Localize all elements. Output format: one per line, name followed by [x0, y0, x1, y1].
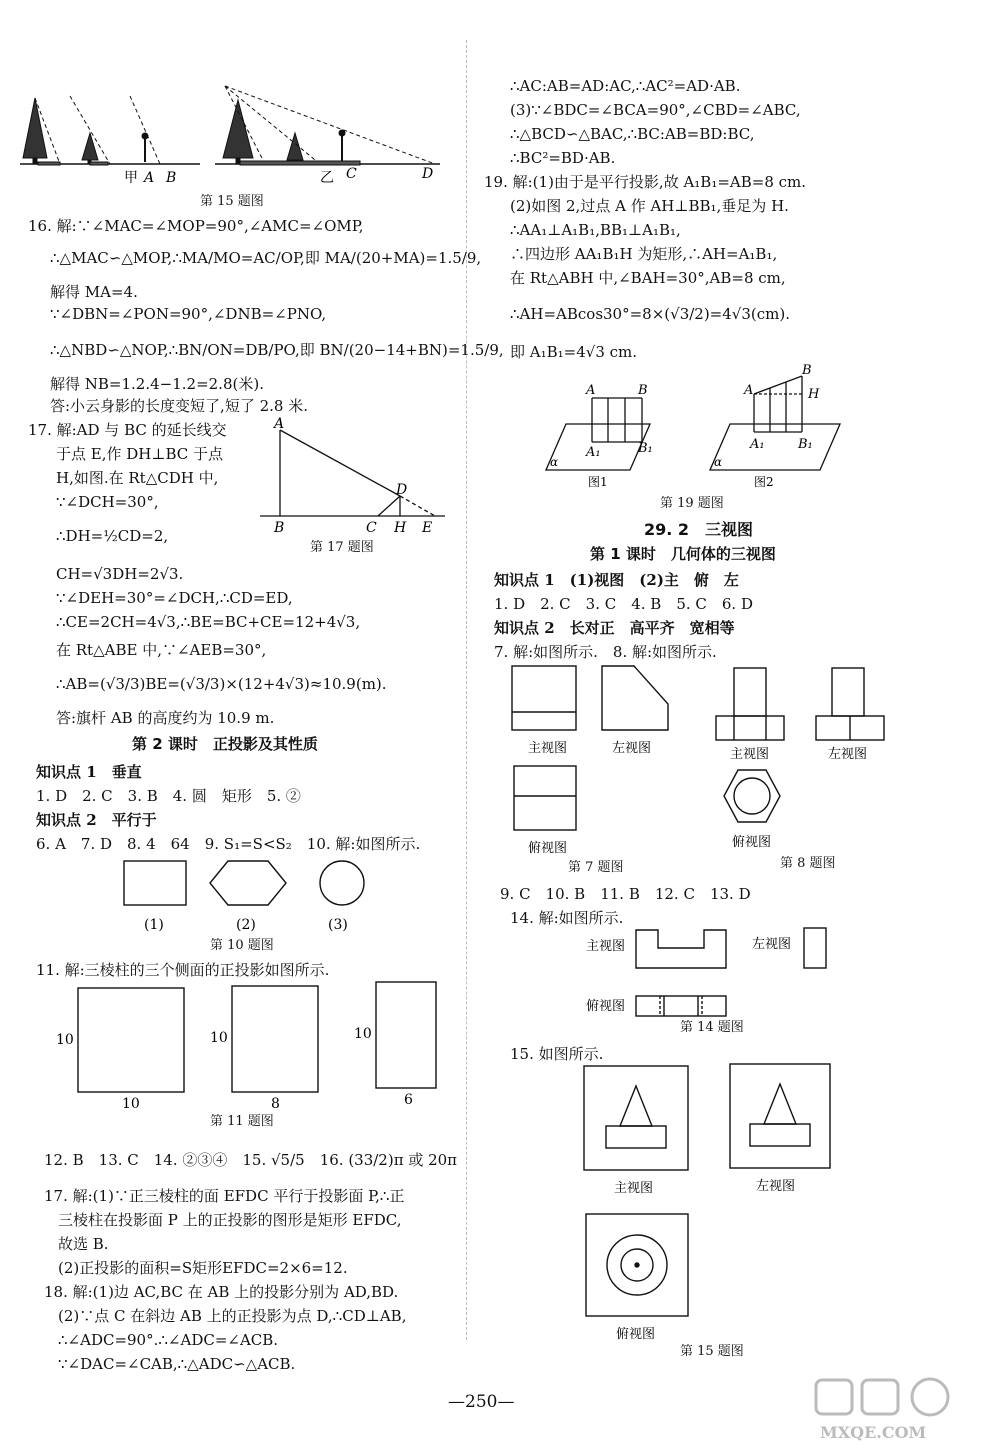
fig7-fig8-views	[510, 666, 910, 856]
fig15-label-yi: 乙	[320, 170, 334, 186]
q16-line-7: 答:小云身影的长度变短了,短了 2.8 米.	[50, 397, 308, 415]
q16-line-2: ∴△MAC∽△MOP,∴MA/MO=AC/OP,即 MA/(20+MA)=1.5/9,	[50, 249, 482, 267]
q17b-line-3: 故选 B.	[58, 1235, 109, 1253]
q17-line-9: 在 Rt△ABE 中,∵∠AEB=30°,	[56, 641, 267, 659]
fig8-left-label: 左视图	[828, 747, 868, 762]
fig17-label-E: E	[422, 520, 433, 536]
column-divider	[466, 40, 468, 1340]
fig19-1-B1: B₁	[638, 441, 653, 456]
fig17-label-D: D	[396, 482, 408, 498]
fig19-2-H: H	[808, 387, 820, 402]
fig10-label-1: (1)	[144, 917, 164, 933]
fig8-top-label: 俯视图	[732, 835, 772, 850]
fig7-left-label: 左视图	[612, 741, 652, 756]
q11: 11. 解:三棱柱的三个侧面的正投影如图所示.	[36, 961, 330, 979]
fig7-caption: 第 7 题图	[568, 860, 624, 875]
fig19-2-B1: B₁	[798, 437, 813, 452]
fig19-1-A: A	[586, 383, 596, 398]
fig19-1-alpha: α	[550, 455, 559, 469]
fig11-h2: 10	[210, 1030, 228, 1046]
fig15-label-jia: 甲	[124, 170, 138, 186]
fig11-rectangles	[50, 982, 470, 1112]
q17-line-11: 答:旗杆 AB 的高度约为 10.9 m.	[56, 709, 275, 727]
fig14-views	[580, 926, 840, 1016]
fig15-shadow-diagram	[20, 78, 460, 188]
q17-line-3: H,如图.在 Rt△CDH 中,	[56, 469, 219, 487]
fig19-projection-diagrams	[540, 363, 870, 494]
q19-line-3: ∴AA₁⊥A₁B₁,BB₁⊥A₁B₁,	[510, 221, 681, 239]
fig17-label-A: A	[274, 416, 285, 432]
right-ans1: 1. D 2. C 3. C 4. B 5. C 6. D	[494, 595, 753, 613]
fig17-label-B: B	[274, 520, 285, 536]
q16-line-1: 16. 解:∵∠MAC=∠MOP=90°,∠AMC=∠OMP,	[28, 217, 364, 235]
right-kp1: 知识点 1 (1)视图 (2)主 俯 左	[494, 571, 739, 589]
fig14-front-label: 主视图	[586, 939, 626, 954]
q19-line-4: ∴四边形 AA₁B₁H 为矩形,∴AH=A₁B₁,	[510, 245, 778, 263]
svg-text:MXQE.COM: MXQE.COM	[820, 1423, 927, 1442]
fig11-caption: 第 11 题图	[210, 1114, 274, 1129]
q18-line-2: (2)∵点 C 在斜边 AB 上的正投影为点 D,∴CD⊥AB,	[58, 1307, 407, 1325]
page-number: —250—	[448, 1392, 515, 1412]
q17-line-6: CH=√3DH=2√3.	[56, 565, 184, 583]
fig10-label-3: (3)	[328, 917, 348, 933]
q7-q8: 7. 解:如图所示. 8. 解:如图所示.	[494, 643, 717, 661]
fig15-label-D: D	[422, 166, 434, 182]
fig7-top-label: 俯视图	[528, 841, 568, 856]
q19-line-1: 19. 解:(1)由于是平行投影,故 A₁B₁=AB=8 cm.	[484, 173, 807, 191]
fig15v-caption: 第 15 题图	[680, 1344, 744, 1359]
q19-line-7: 即 A₁B₁=4√3 cm.	[510, 343, 638, 361]
right-kp2: 知识点 2 长对正 高平齐 宽相等	[494, 619, 735, 637]
q17-line-10: ∴AB=(√3/3)BE=(√3/3)×(12+4√3)≈10.9(m).	[56, 675, 387, 693]
watermark-logo	[810, 1376, 990, 1446]
q17b-line-2: 三棱柱在投影面 P 上的正投影的图形是矩形 EFDC,	[58, 1211, 402, 1229]
fig14-caption: 第 14 题图	[680, 1020, 744, 1035]
fig14-top-label: 俯视图	[586, 999, 626, 1014]
fig19-caption: 第 19 题图	[660, 496, 724, 511]
fig10-caption: 第 10 题图	[210, 938, 274, 953]
fig15-views	[584, 1064, 844, 1344]
fig17-label-C: C	[366, 520, 377, 536]
lesson2-title: 第 2 课时 正投影及其性质	[132, 735, 318, 753]
left-ans2: 6. A 7. D 8. 4 64 9. S₁=S<S₂ 10. 解:如图所示.	[36, 835, 421, 853]
q17-line-8: ∴CE=2CH=4√3,∴BE=BC+CE=12+4√3,	[56, 613, 361, 631]
fig15v-front-label: 主视图	[614, 1181, 654, 1196]
q18c-line-1: ∴AC:AB=AD:AC,∴AC²=AD·AB.	[510, 77, 741, 95]
left-kp2: 知识点 2 平行于	[36, 811, 157, 829]
fig7-front-label: 主视图	[528, 741, 568, 756]
q16-line-3: 解得 MA=4.	[50, 283, 138, 301]
q17-line-7: ∵∠DEH=30°=∠DCH,∴CD=ED,	[56, 589, 293, 607]
fig10-shapes	[120, 855, 380, 945]
q17b-line-4: (2)正投影的面积=S矩形EFDC=2×6=12.	[58, 1259, 348, 1277]
fig19-title-1: 图1	[588, 475, 608, 489]
fig19-2-B: B	[802, 363, 812, 378]
section-title: 29. 2 三视图	[644, 520, 754, 539]
q17-line-2: 于点 E,作 DH⊥BC 于点	[56, 445, 224, 463]
q18-line-1: 18. 解:(1)边 AC,BC 在 AB 上的投影分别为 AD,BD.	[44, 1283, 399, 1301]
q16-line-6: 解得 NB=1.2.4−1.2=2.8(米).	[50, 375, 264, 393]
fig17-label-H: H	[394, 520, 407, 536]
fig15v-top-label: 俯视图	[616, 1327, 656, 1342]
q18c-line-2: (3)∵∠BDC=∠BCA=90°,∠CBD=∠ABC,	[510, 101, 801, 119]
lesson1-title: 第 1 课时 几何体的三视图	[590, 545, 776, 563]
left-ans3: 12. B 13. C 14. ②③④ 15. √5/5 16. (33/2)π 或 20π	[44, 1151, 458, 1169]
fig15-label-C: C	[346, 166, 357, 182]
q19-line-5: 在 Rt△ABH 中,∠BAH=30°,AB=8 cm,	[510, 269, 786, 287]
fig19-2-A1: A₁	[750, 437, 765, 452]
q19-line-2: (2)如图 2,过点 A 作 AH⊥BB₁,垂足为 H.	[510, 197, 789, 215]
fig15v-left-label: 左视图	[756, 1179, 796, 1194]
fig19-2-alpha: α	[714, 455, 723, 469]
q17b-line-1: 17. 解:(1)∵正三棱柱的面 EFDC 平行于投影面 P,∴正	[44, 1187, 405, 1205]
q16-line-4: ∵∠DBN=∠PON=90°,∠DNB=∠PNO,	[50, 305, 327, 323]
fig15-label-A: A	[144, 170, 155, 186]
q16-line-5: ∴△NBD∽△NOP,∴BN/ON=DB/PO,即 BN/(20−14+BN)=1.5/9,	[50, 341, 504, 359]
fig17-flagpole-diagram	[260, 418, 460, 538]
left-kp1: 知识点 1 垂直	[36, 763, 142, 781]
q18c-line-3: ∴△BCD∽△BAC,∴BC:AB=BD:BC,	[510, 125, 755, 143]
fig11-w1: 10	[122, 1096, 140, 1112]
fig11-w3: 6	[404, 1092, 413, 1108]
q14: 14. 解:如图所示.	[510, 909, 624, 927]
fig11-h1: 10	[56, 1032, 74, 1048]
q17-line-1: 17. 解:AD 与 BC 的延长线交	[28, 421, 227, 439]
fig19-2-A: A	[744, 383, 754, 398]
fig8-front-label: 主视图	[730, 747, 770, 762]
q19-line-6: ∴AH=ABcos30°=8×(√3/2)=4√3(cm).	[510, 305, 790, 323]
q18-line-4: ∵∠DAC=∠CAB,∴△ADC∽△ACB.	[58, 1355, 296, 1373]
q18-line-3: ∴∠ADC=90°.∴∠ADC=∠ACB.	[58, 1331, 279, 1349]
fig8-caption: 第 8 题图	[780, 856, 836, 871]
fig14-left-label: 左视图	[752, 937, 792, 952]
fig19-1-B: B	[638, 383, 648, 398]
fig17-caption: 第 17 题图	[310, 540, 374, 555]
q18c-line-4: ∴BC²=BD·AB.	[510, 149, 616, 167]
q17-line-5: ∴DH=½CD=2,	[56, 527, 169, 545]
left-ans1: 1. D 2. C 3. B 4. 圆 矩形 5. ②	[36, 787, 301, 805]
q15: 15. 如图所示.	[510, 1045, 604, 1063]
q17-line-4: ∵∠DCH=30°,	[56, 493, 159, 511]
fig11-h3: 10	[354, 1026, 372, 1042]
fig11-w2: 8	[271, 1096, 280, 1112]
right-ans2: 9. C 10. B 11. B 12. C 13. D	[500, 885, 751, 903]
fig15-label-B: B	[166, 170, 177, 186]
fig15-caption: 第 15 题图	[200, 194, 264, 209]
fig10-label-2: (2)	[236, 917, 256, 933]
fig19-title-2: 图2	[754, 475, 774, 489]
fig19-1-A1: A₁	[586, 445, 601, 460]
